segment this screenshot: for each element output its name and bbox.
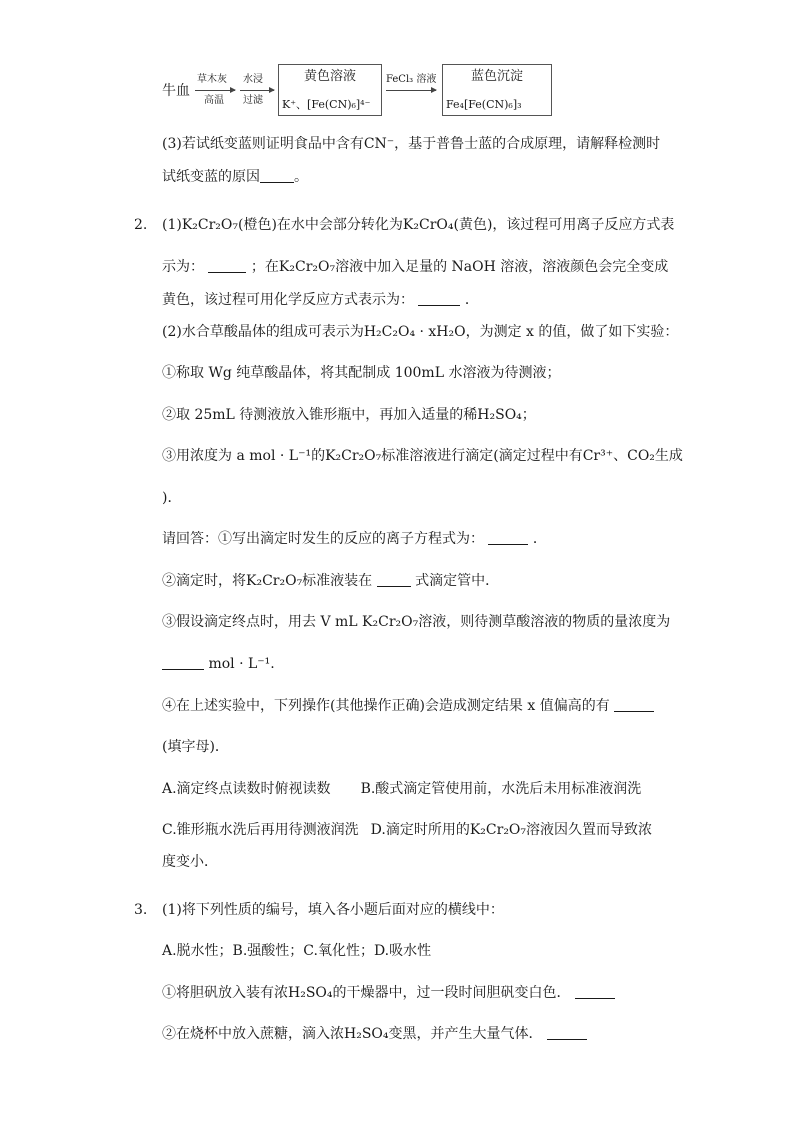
q2-ask1: 请回答：①写出滴定时发生的反应的离子方程式为： ． [162, 531, 547, 547]
answer-blank[interactable] [377, 572, 411, 587]
q3-item2: ②在烧杯中放入蔗糖，滴入浓H₂SO₄变黑，并产生大量气体． [162, 1024, 587, 1044]
q2-option-d-line2: 度变小． [162, 854, 218, 870]
step1-top-label: 草木灰 [197, 74, 227, 85]
yellow-solution-title: 黄色溶液 [303, 69, 356, 84]
q2-ask3-line2: mol · L⁻¹. [162, 654, 275, 674]
q3-intro: (1)将下列性质的编号，填入各小题后面对应的横线中： [162, 902, 504, 918]
answer-blank[interactable] [260, 168, 294, 183]
q1-part3-line1: (3)若试纸变蓝则证明食品中含有CN⁻，基于普鲁士蓝的合成原理，请解释检测时 [162, 136, 661, 152]
q1-part3-line2: 试纸变蓝的原因 。 [162, 169, 308, 185]
answer-blank[interactable] [208, 258, 246, 273]
q2-ask2: ②滴定时，将K₂Cr₂O₇标准液装在 式滴定管中． [162, 573, 500, 589]
option-d: D.滴定时所用的K₂Cr₂O₇溶液因久置而导致浓 [370, 822, 653, 838]
q2-step3-line2: )． [162, 490, 182, 506]
blue-precipitate-title: 蓝色沉淀 [470, 69, 523, 84]
q2-options-ab [162, 779, 641, 799]
answer-blank[interactable] [547, 1025, 587, 1040]
q2-part1-line2: 示为： ；在K₂Cr₂O₇溶液中加入足量的 NaOH 溶液，溶液颜色会完全变成 [162, 259, 669, 275]
q2-part2-intro: (2)水合草酸晶体的组成可表示为H₂C₂O₄ · xH₂O，为测定 x 的值，做了如下实验： [162, 324, 679, 340]
q2-step2: ②取 25mL 待测液放入锥形瓶中，再加入适量的稀H₂SO₄； [162, 407, 536, 423]
option-a: A.滴定终点读数时俯视读数 [162, 781, 331, 797]
step2-top-label: 水浸 [243, 74, 263, 85]
option-b: B.酸式滴定管使用前，水洗后未用标准液润洗 [360, 781, 642, 797]
step2-bottom-label: 过滤 [243, 95, 263, 106]
q2-ask4-line2: (填字母)． [162, 739, 229, 755]
answer-blank[interactable] [162, 655, 204, 670]
yellow-solution-box [278, 64, 382, 116]
step3-label: FeCl₃ 溶液 [386, 74, 437, 85]
synthesis-flow-diagram [160, 60, 560, 120]
q2-ask3-line1: ③假设滴定终点时，用去 V mL K₂Cr₂O₇溶液，则待测草酸溶液的物质的量浓度为 [162, 614, 671, 630]
step3-arrow [386, 90, 436, 91]
option-c: C.锥形瓶水洗后再用待测液润洗 [162, 822, 359, 838]
blue-precipitate-formula: Fe₄[Fe(CN)₆]₃ [446, 98, 522, 111]
answer-blank[interactable] [614, 697, 654, 712]
q2-step1: ①称取 Wg 纯草酸晶体，将其配制成 100mL 水溶液为待测液； [162, 365, 561, 381]
step2-arrow [240, 90, 274, 91]
q2-part1-line3: 黄色，该过程可用化学反应方式表示为： ． [162, 292, 479, 308]
question-number-3: 3. [134, 902, 148, 918]
step1-bottom-label: 高温 [204, 95, 224, 106]
step1-arrow [195, 90, 235, 91]
q3-item1: ①将胆矾放入装有浓H₂SO₄的干燥器中，过一段时间胆矾变白色． [162, 983, 615, 1003]
answer-blank[interactable] [575, 984, 615, 999]
q2-step3-line1: ③用浓度为 a mol · L⁻¹的K₂Cr₂O₇标准溶液进行滴定(滴定过程中有Cr³⁺、CO₂生成 [162, 448, 683, 464]
answer-blank[interactable] [488, 530, 528, 545]
blue-precipitate-box [442, 64, 552, 116]
q2-options-cd [162, 820, 652, 840]
q2-ask4-line1: ④在上述实验中，下列操作(其他操作正确)会造成测定结果 x 值偏高的有 [162, 696, 654, 716]
q2-part1-line1: (1)K₂Cr₂O₇(橙色)在水中会部分转化为K₂CrO₄(黄色)，该过程可用离子反应方式表 [162, 217, 675, 233]
diagram-start-label: 牛血 [162, 83, 190, 99]
yellow-solution-ions: K⁺、[Fe(CN)₆]⁴⁻ [282, 98, 371, 111]
question-number-2: 2. [134, 217, 148, 233]
q3-properties: A.脱水性；B.强酸性；C.氧化性；D.吸水性 [162, 943, 432, 959]
answer-blank[interactable] [418, 291, 460, 306]
